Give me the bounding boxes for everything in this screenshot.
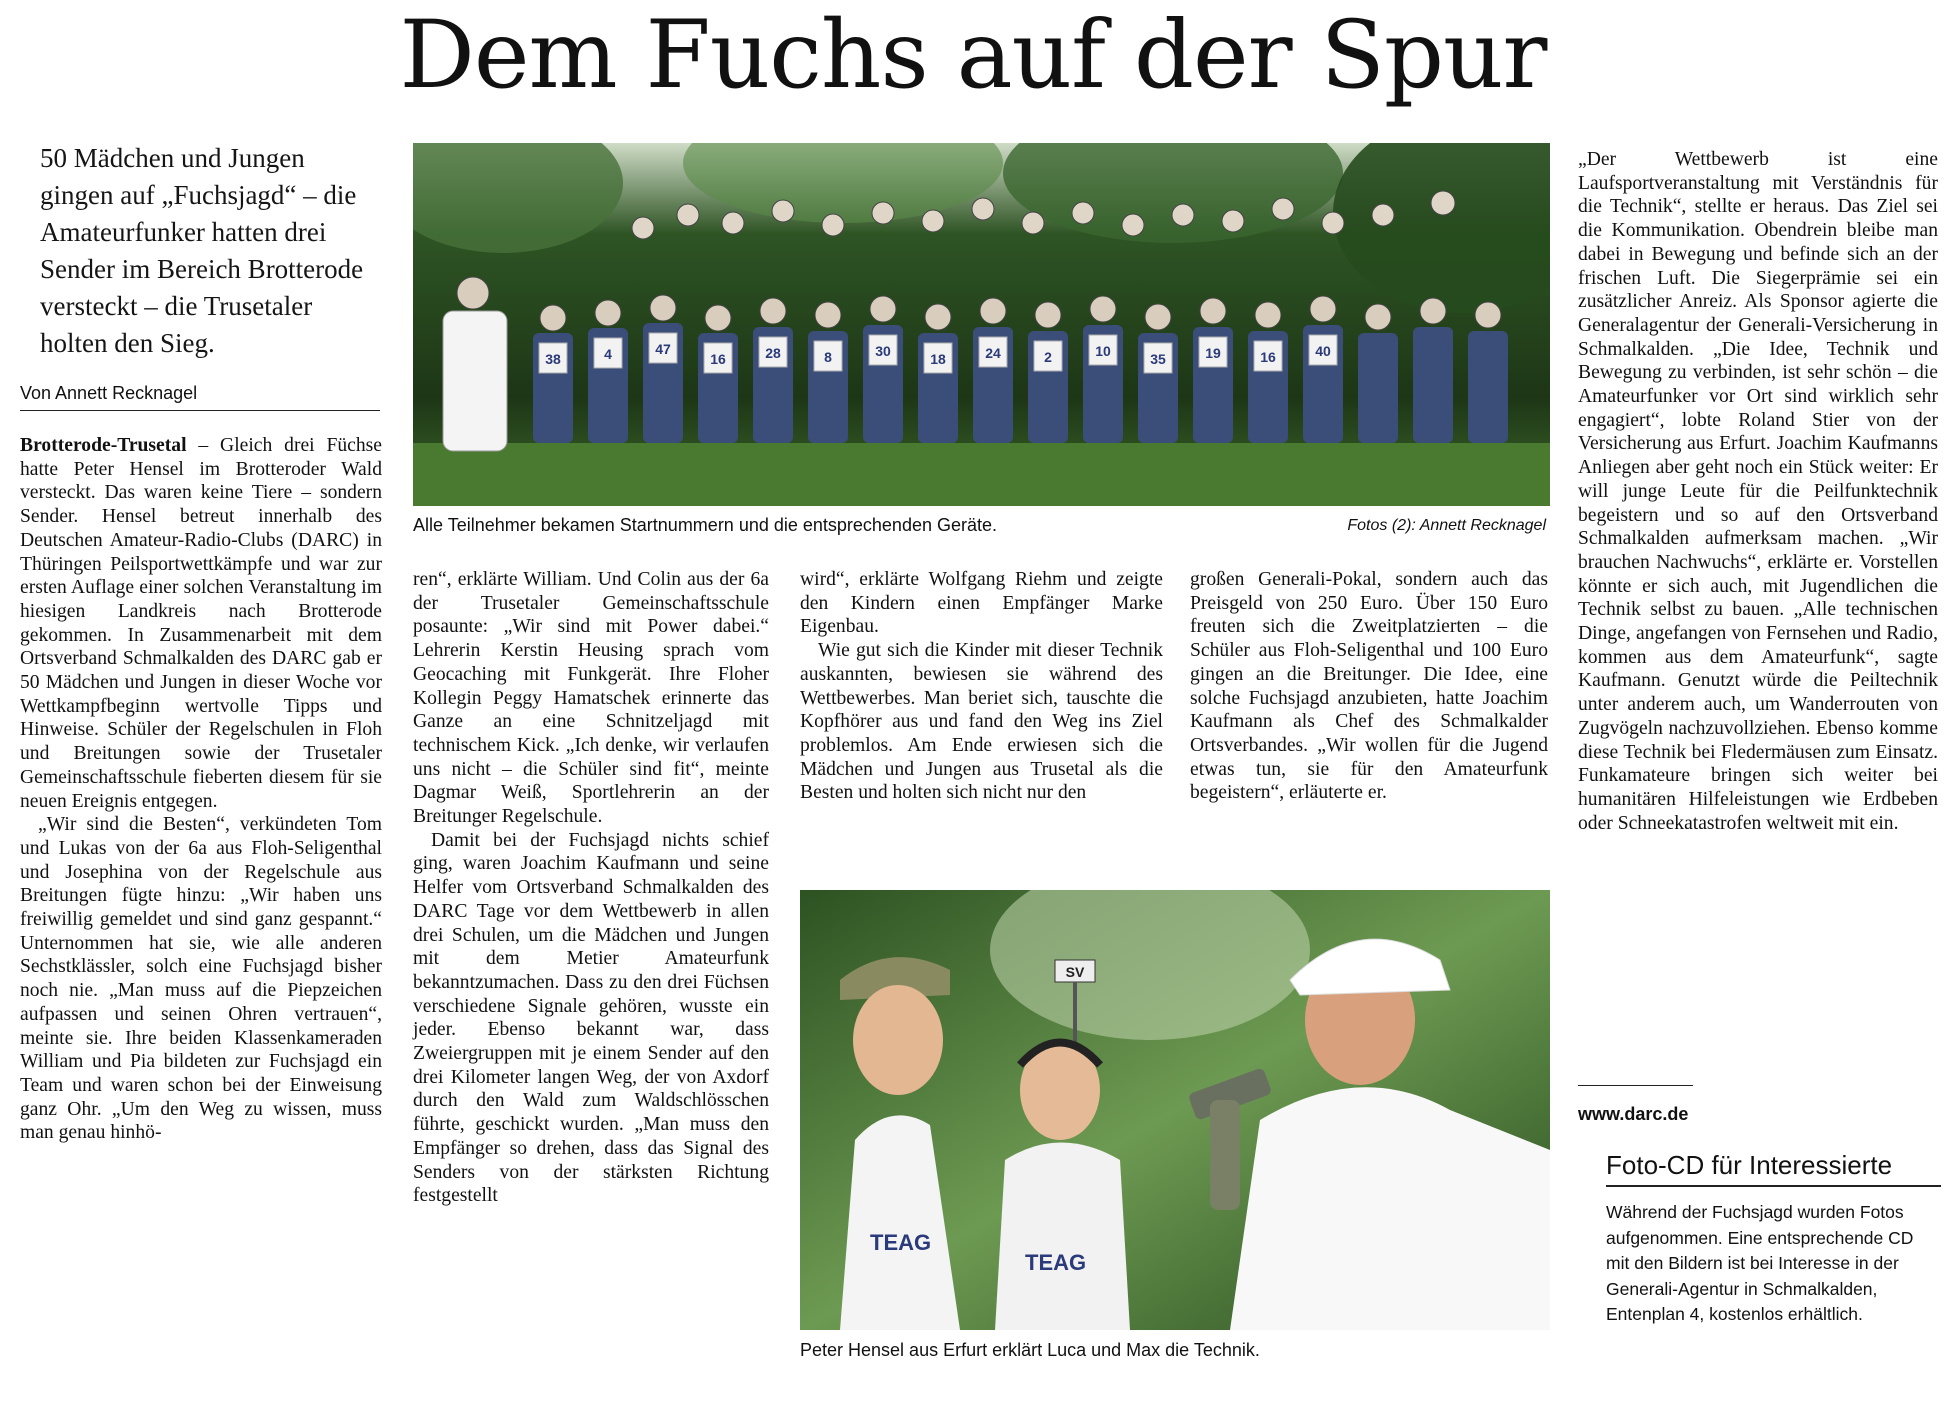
article-column-4 [1190,568,1548,805]
article-column-5 [1578,148,1938,835]
bib-number: 16 [1260,349,1276,365]
bib-number: 24 [985,345,1001,361]
byline: Von Annett Recknagel [20,383,380,411]
bib-number: 8 [824,349,832,365]
article-column-1 [20,434,382,1145]
paragraph: „Wir sind die Besten“, verkündeten Tom und Lukas von der 6a aus Floh-Seligenthal und Josephina von der Regelschule aus Breitungen fügte hinzu: „Wir haben uns freiwillig gemeldet und sind ganz gespannt.“ Unternommen hat sie, wie alle anderen Sechstklässler, solch eine Fuchsjagd bisher noch nie. „Man muss auf die Piepzeichen aufpassen und seinen Ohren vertrauen“, meinte sie. Ihre beiden Klassenkameraden William und Pia bildeten zur Fuchsjagd ein Team und waren schon bei der Einweisung ganz Ohr. „Um den Weg zu wissen, muss man genau hinhö- [20,814,382,1144]
divider [1578,1085,1693,1086]
paragraph: Damit bei der Fuchsjagd nichts schief ging, waren Joachim Kaufmann und seine Helfer vom Ortsverband Schmalkalden des DARC Tage vor dem Wettbewerb in allen drei Schulen, um die Mädchen und Jungen mit dem Metier Amateurfunk bekanntzumachen. Dass zu den drei Füchsen verschiedene Signale gehören, wusste ein jeder. Ebenso bekannt war, dass Zweiergruppen mit je einem Sender auf den drei Kilometer langen Weg, der von Axdorf durch den Wald zum Waldschlösschen führte, geschickt wurden. „Man muss den Empfänger so drehen, dass das Signal des Senders von der stärksten Richtung festgestellt [413,829,769,1207]
sidebar-body: Während der Fuchsjagd wurden Fotos aufgenommen. Eine entsprechende CD mit den Bildern ist bei Interesse in der Generali-Agentur in Schmalkalden, Entenplan 4, kostenlos erhältlich. [1606,1202,1914,1325]
website-link[interactable]: www.darc.de [1578,1104,1689,1124]
sign-text: SV [1065,964,1085,980]
paragraph: großen Generali-Pokal, sondern auch das Preisgeld von 250 Euro. Über 150 Euro freuten sich die Zweitplatzierten – die Schüler aus Floh-Seligenthal und 100 Euro gingen an die Breitunger. Die Idee, eine solche Fuchsjagd anzubieten, hatte Joachim Kaufmann als Chef des Schmalkalder Ortsverbandes. „Wir wollen für die Jugend etwas tun, sie für den Amateurfunk begeistern“, erläuterte er. [1190,569,1548,804]
group-photo-caption: Alle Teilnehmer bekamen Startnummern und die entsprechenden Geräte. [413,515,998,535]
article-column-3 [800,568,1163,805]
article-column-2 [413,568,769,1208]
bib-number: 28 [765,345,781,361]
technique-photo-caption: Peter Hensel aus Erfurt erklärt Luca und Max die Technik. [800,1340,1260,1360]
paragraph: ren“, erklärte William. Und Colin aus der 6a der Trusetaler Gemeinschaftsschule posaunte: „Wir sind mit Power dabei.“ Lehrerin Kerstin Heusing sprach vom Geocaching mit Funkgerät. Ihre Floher Kollegin Peggy Hamatschek erinnerte das Ganze an eine Schnitzeljagd mit technischem Kick. „Ich denke, wir verlaufen uns nicht – die Schüler sind fit“, meinte Dagmar Weiß, Sportlehrerin an der Breitunger Regelschule. [413,569,769,828]
bib-number: 30 [875,343,891,359]
lead-paragraph: 50 Mädchen und Jungen gingen auf „Fuchsjagd“ – die Amateurfunker hatten drei Sender im Bereich Brotterode versteckt – die Trusetaler holten den Sieg. [40,143,364,358]
dateline: Brotterode-Trusetal [20,435,187,456]
photo-credit: Fotos (2): Annett Recknagel [1347,517,1546,534]
bib-number: 40 [1315,343,1331,359]
bib-number: 4 [604,346,612,362]
bib-number: 16 [710,351,726,367]
bib-number: 2 [1044,349,1052,365]
shirt-text: TEAG [1025,1250,1087,1275]
paragraph [20,434,382,813]
shirt-text: TEAG [870,1230,932,1255]
paragraph: wird“, erklärte Wolfgang Riehm und zeigte den Kindern einen Empfänger Marke Eigenbau. [800,569,1163,638]
bib-number: 19 [1205,345,1221,361]
bib-number: 38 [545,351,561,367]
headline: Dem Fuchs auf der Spur [399,1,1547,110]
bib-number: 35 [1150,351,1166,367]
bib-number: 47 [655,341,671,357]
technique-photo [800,890,1550,1330]
paragraph: Wie gut sich die Kinder mit dieser Technik auskannten, bewiesen sie während des Wettbewerbes. Man beriet sich, tauschte die Kopfhörer aus und fand den Weg ins Ziel problemlos. Am Ende erwiesen sich die Mädchen und Jungen aus Trusetal als die Besten und holten sich nicht nur den [800,640,1163,804]
sidebar-title: Foto-CD für Interessierte [1606,1150,1941,1187]
paragraph-text: – Gleich drei Füchse hatte Peter Hensel im Brotteroder Wald versteckt. Das waren keine Tiere – sondern Sender. Hensel betreut innerhalb des Deutschen Amateur-Radio-Clubs (DARC) in Thüringen Peilsportwettkämpfe und war zur ersten Auflage einer solchen Veranstaltung im hiesigen Landkreis nach Brotterode gekommen. In Zusammenarbeit mit dem Ortsverband Schmalkalden des DARC gab er 50 Mädchen und Jungen in dieser Woche vor Wettkampfbeginn wertvolle Tipps und Hinweise. Schüler der Regelschulen in Floh und Breitungen sowie der Trusetaler Gemeinschaftsschule fieberten diesem für sie neuen Ereignis entgegen. [20,435,382,812]
bib-number: 10 [1095,343,1111,359]
group-photo [413,143,1550,506]
bib-number: 18 [930,351,946,367]
paragraph: „Der Wettbewerb ist eine Laufsportveranstaltung mit Verständnis für die Technik“, stellte er heraus. Das Ziel sei die Kommunikation. Obendrein bleibe man dabei in Bewegung und befinde sich an der frischen Luft. Die Siegerprämie sei ein zusätzlicher Anreiz. Als Sponsor agierte die Generalagentur der Generali-Versicherung in Schmalkalden. „Die Idee, Technik und Bewegung zu verbinden, ist sehr schön – die Amateurfunker vor Ort sind wirklich sehr engagiert“, lobte Roland Stier von der Versicherung aus Erfurt. Joachim Kaufmanns Anliegen aber geht noch ein Stück weiter: Er will junge Leute für die Peilfunktechnik begeistern und so auf den Ortsverband Schmalkalden aufmerksam machen. „Wir brauchen Nachwuchs“, erklärte er. Vorstellen könnte er sich auch, mit Jugendlichen die Technik selbst zu bauen. „Alle technischen Dinge, angefangen von Fernsehen und Radio, kommen aus dem Amateurfunk“, sagte Kaufmann. Genutzt würde die Peiltechnik unter anderem auch, um Wanderrouten von Zugvögeln nachzuvollziehen. Ebenso komme diese Technik bei Fledermäusen zum Einsatz. Funkamateure bringen sich weiter bei humanitären Hilfeleistungen wie Erdbeben oder Schneekatastrofen weltweit mit ein. [1578,149,1938,834]
